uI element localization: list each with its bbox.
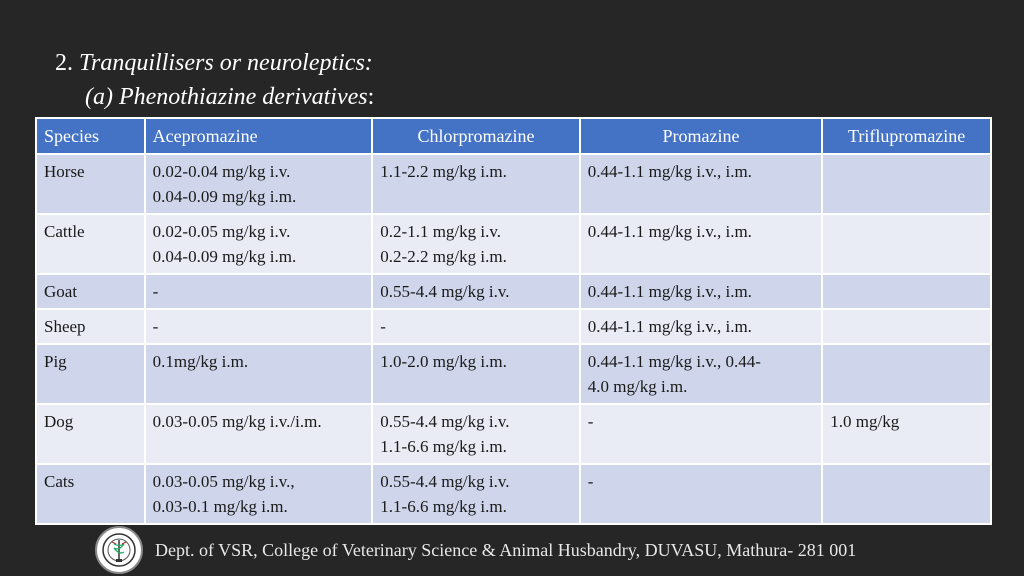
cell-triflupromazine	[822, 464, 991, 524]
cell-line: 1.1-6.6 mg/kg i.m.	[380, 497, 507, 516]
subsection-title: (a) Phenothiazine derivatives	[85, 84, 368, 110]
table-row	[36, 344, 991, 404]
cell-species: Cattle	[36, 214, 145, 274]
cell-species: Horse	[36, 154, 145, 214]
cell-line: 0.44-1.1 mg/kg i.v., i.m.	[587, 317, 752, 336]
cell-acepromazine	[145, 344, 373, 404]
table-header-row	[36, 118, 991, 154]
footer	[95, 526, 856, 574]
cell-line: -	[587, 472, 594, 491]
heading-line-1	[55, 46, 374, 80]
cell-triflupromazine	[822, 309, 991, 344]
cell-line: 0.02-0.05 mg/kg i.v.	[152, 222, 291, 241]
cell-line: 0.03-0.1 mg/kg i.m.	[152, 497, 288, 516]
heading-line-2	[55, 80, 374, 114]
cell-species: Sheep	[36, 309, 145, 344]
header-acepromazine: Acepromazine	[145, 118, 373, 154]
cell-line: 1.1-6.6 mg/kg i.m.	[380, 437, 507, 456]
dosage-table	[35, 117, 992, 525]
cell-acepromazine	[145, 154, 373, 214]
header-species: Species	[36, 118, 145, 154]
cell-acepromazine	[145, 214, 373, 274]
cell-line: 0.02-0.04 mg/kg i.v.	[152, 162, 291, 181]
cell-line: 0.55-4.4 mg/kg i.v.	[380, 282, 510, 301]
slide-heading	[55, 46, 374, 114]
subsection-colon: :	[367, 84, 375, 110]
cell-chlorpromazine	[372, 154, 579, 214]
cell-triflupromazine	[822, 274, 991, 309]
cell-promazine	[580, 404, 823, 464]
cell-chlorpromazine	[372, 404, 579, 464]
cell-line: -	[152, 317, 159, 336]
cell-species: Pig	[36, 344, 145, 404]
cell-line: 0.04-0.09 mg/kg i.m.	[152, 247, 297, 266]
cell-line: 4.0 mg/kg i.m.	[587, 377, 688, 396]
cell-triflupromazine	[822, 404, 991, 464]
cell-acepromazine	[145, 274, 373, 309]
cell-line: -	[380, 317, 386, 336]
cell-triflupromazine	[822, 214, 991, 274]
cell-line: 0.44-1.1 mg/kg i.v., 0.44-	[587, 352, 761, 371]
cell-line: 0.44-1.1 mg/kg i.v., i.m.	[587, 162, 752, 181]
cell-line: 0.55-4.4 mg/kg i.v.	[380, 472, 510, 491]
cell-chlorpromazine	[372, 309, 579, 344]
cell-line: 0.04-0.09 mg/kg i.m.	[152, 187, 297, 206]
footer-text: Dept. of VSR, College of Veterinary Science & Animal Husbandry, DUVASU, Mathura- 281 001	[155, 539, 857, 560]
cell-line: 0.03-0.05 mg/kg i.v./i.m.	[152, 412, 322, 431]
cell-line: -	[152, 282, 159, 301]
cell-chlorpromazine	[372, 274, 579, 309]
cell-line: 1.0 mg/kg	[830, 412, 900, 431]
cell-promazine	[580, 154, 823, 214]
header-promazine: Promazine	[580, 118, 823, 154]
table-row	[36, 214, 991, 274]
cell-promazine	[580, 309, 823, 344]
cell-triflupromazine	[822, 344, 991, 404]
table-body	[36, 154, 991, 524]
cell-species: Goat	[36, 274, 145, 309]
cell-line: 0.44-1.1 mg/kg i.v., i.m.	[587, 282, 752, 301]
cell-line: -	[587, 412, 594, 431]
table-row	[36, 404, 991, 464]
cell-triflupromazine	[822, 154, 991, 214]
cell-chlorpromazine	[372, 464, 579, 524]
header-triflupromazine: Triflupromazine	[822, 118, 991, 154]
table-row	[36, 464, 991, 524]
cell-line: 1.1-2.2 mg/kg i.m.	[380, 162, 507, 181]
cell-promazine	[580, 214, 823, 274]
cell-chlorpromazine	[372, 344, 579, 404]
cell-acepromazine	[145, 404, 373, 464]
cell-line: 0.1mg/kg i.m.	[152, 352, 249, 371]
cell-acepromazine	[145, 464, 373, 524]
table-row	[36, 309, 991, 344]
cell-line: 0.55-4.4 mg/kg i.v.	[380, 412, 510, 431]
section-number: 2.	[55, 50, 73, 76]
section-title: Tranquillisers or neuroleptics:	[79, 50, 373, 76]
cell-line: 0.2-1.1 mg/kg i.v.	[380, 222, 502, 241]
cell-promazine	[580, 344, 823, 404]
cell-acepromazine	[145, 309, 373, 344]
university-crest-icon	[95, 526, 143, 574]
cell-species: Dog	[36, 404, 145, 464]
cell-promazine	[580, 274, 823, 309]
table-row	[36, 274, 991, 309]
cell-species: Cats	[36, 464, 145, 524]
cell-line: 1.0-2.0 mg/kg i.m.	[380, 352, 507, 371]
cell-line: 0.03-0.05 mg/kg i.v.,	[152, 472, 295, 491]
cell-line: 0.2-2.2 mg/kg i.m.	[380, 247, 507, 266]
cell-line: 0.44-1.1 mg/kg i.v., i.m.	[587, 222, 752, 241]
header-chlorpromazine: Chlorpromazine	[372, 118, 579, 154]
cell-promazine	[580, 464, 823, 524]
table-row	[36, 154, 991, 214]
cell-chlorpromazine	[372, 214, 579, 274]
